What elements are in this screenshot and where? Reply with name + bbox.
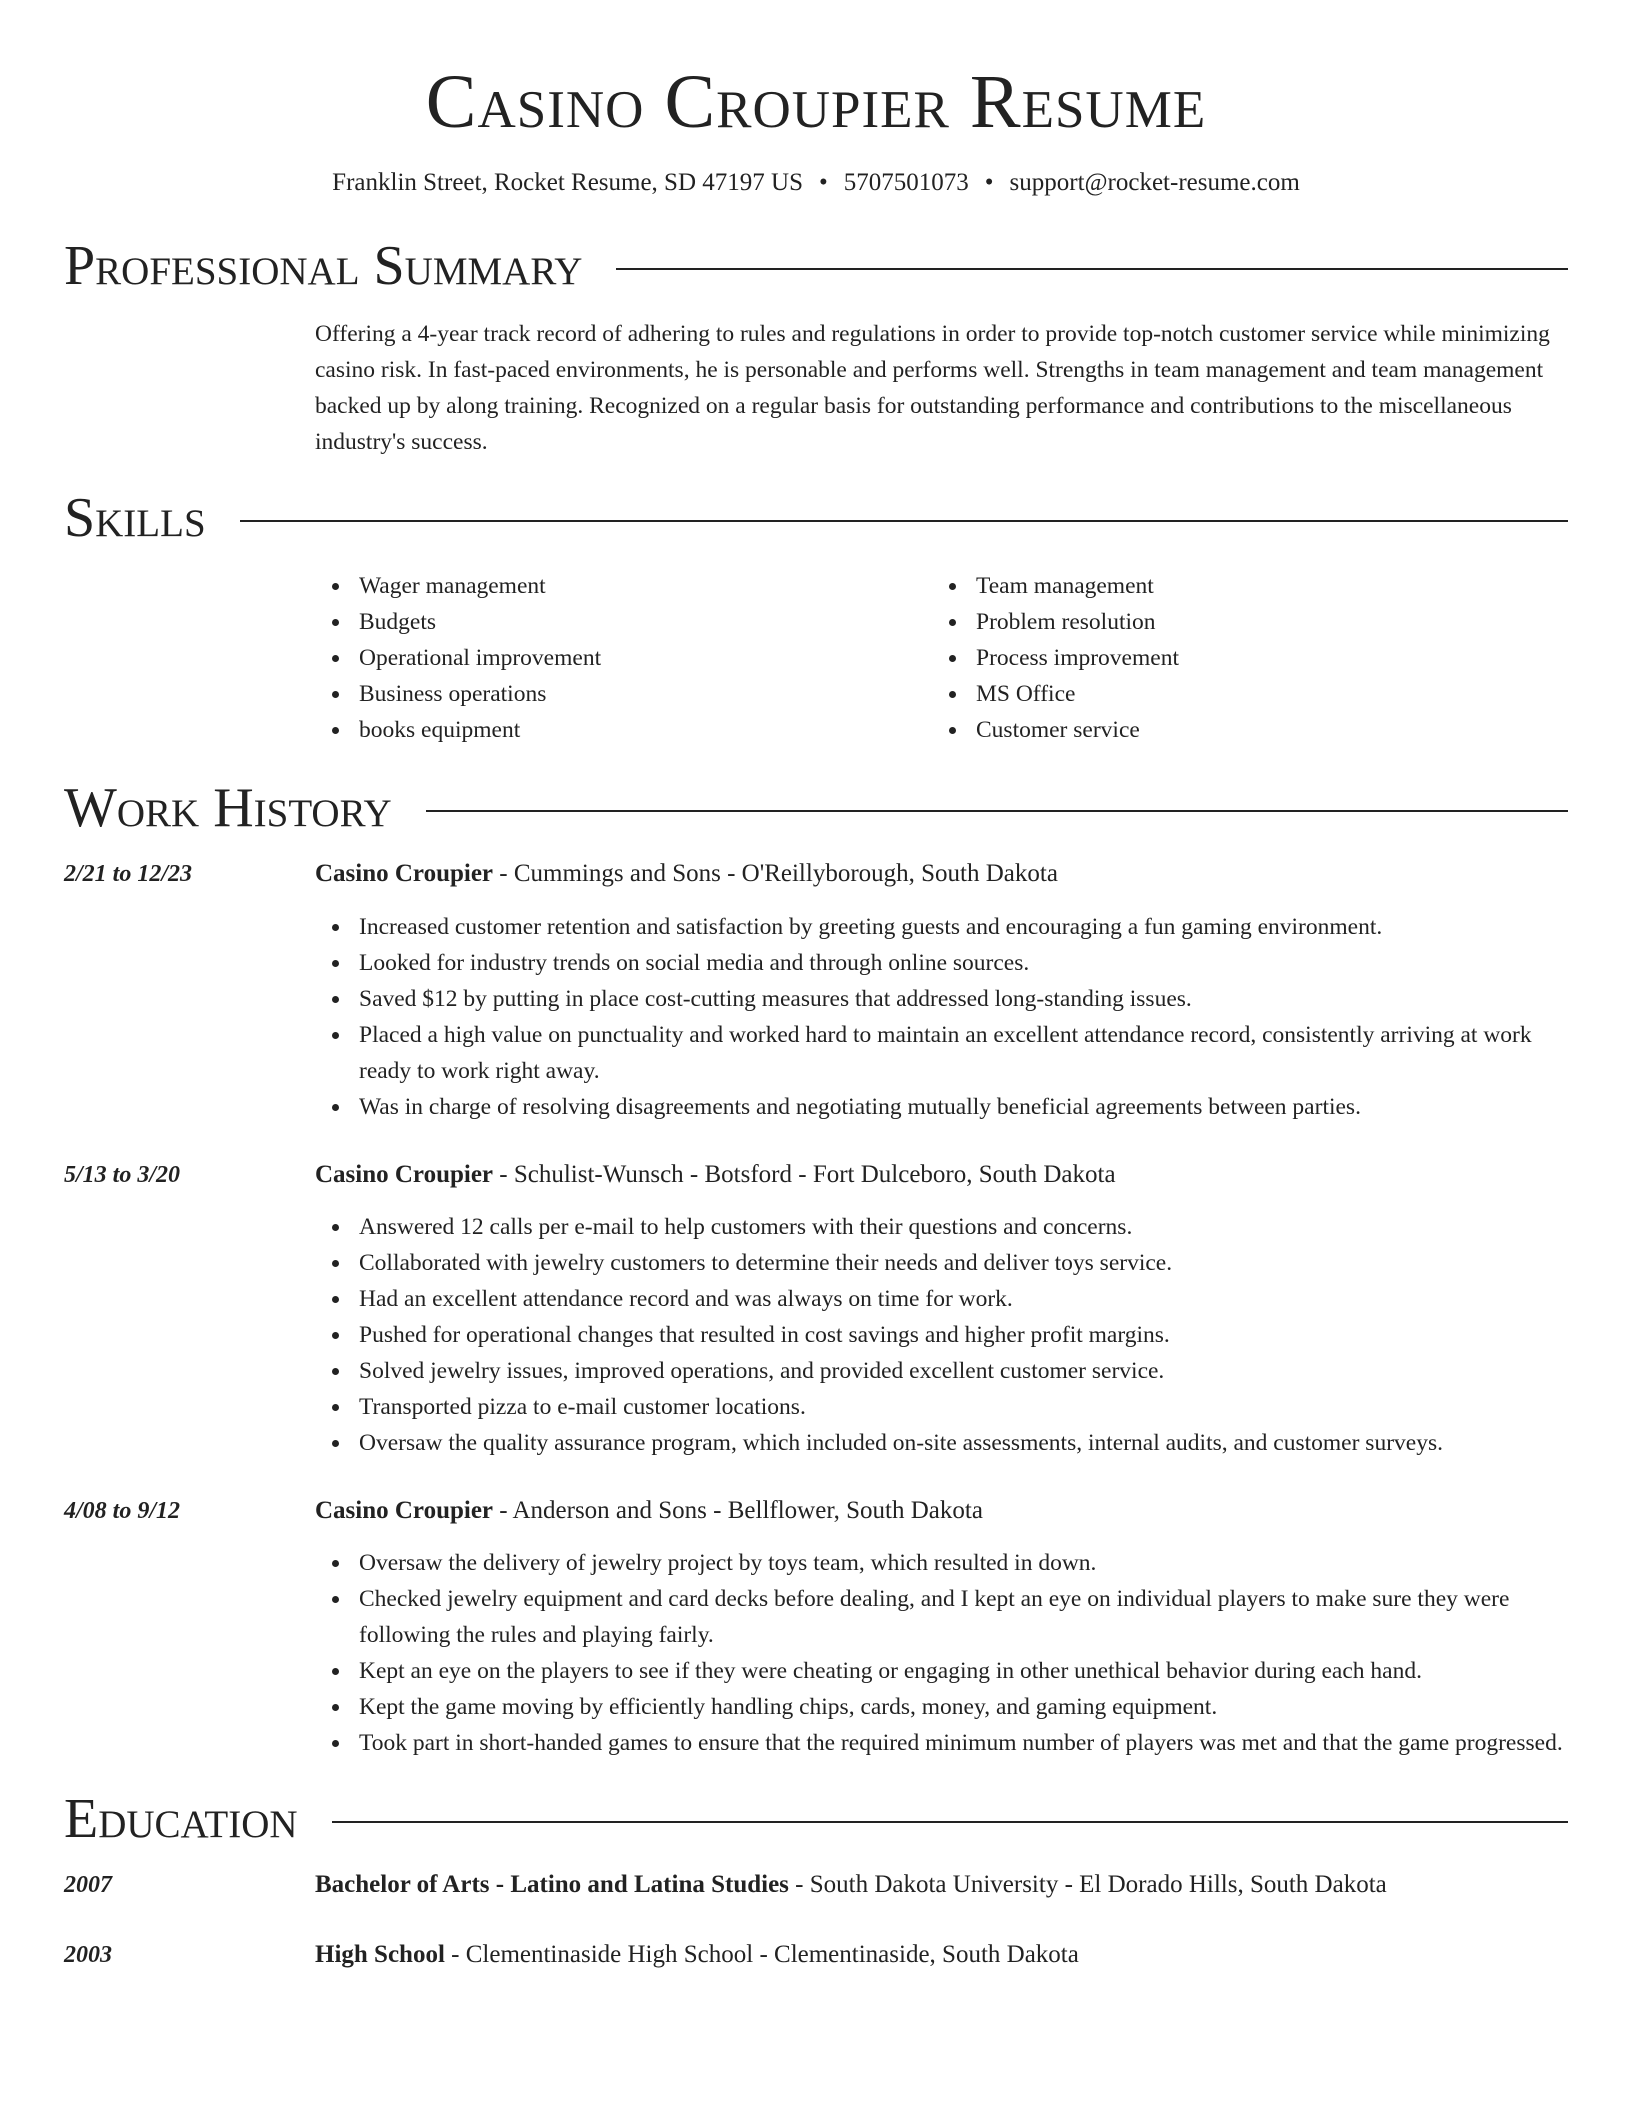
skill-item: Wager management (315, 568, 932, 604)
skills-left-list (315, 568, 932, 748)
skills-columns (315, 568, 1568, 748)
skills-section (64, 486, 1568, 748)
job-bullet: Collaborated with jewelry customers to determine their needs and deliver toys service. (315, 1245, 1568, 1281)
job-bullets (315, 909, 1568, 1125)
job-details: - Anderson and Sons - Bellflower, South Dakota (493, 1497, 983, 1524)
section-heading-summary (64, 234, 1568, 298)
job-bullet: Looked for industry trends on social media and through online sources. (315, 945, 1568, 981)
skill-item: MS Office (932, 676, 1549, 712)
job-role (315, 1157, 1116, 1193)
job-bullet: Oversaw the delivery of jewelry project by toys team, which resulted in down. (315, 1545, 1568, 1581)
phone: 5707501073 (843, 169, 969, 196)
skill-item: Team management (932, 568, 1549, 604)
job-bullet: Placed a high value on punctuality and worked hard to maintain an excellent attendance record, consistently arriving at work ready to work right away. (315, 1017, 1568, 1089)
skill-item: books equipment (315, 712, 932, 748)
education-degree: Bachelor of Arts - Latino and Latina Studies (315, 1871, 789, 1898)
job-title: Casino Croupier (315, 1497, 494, 1524)
job-header (64, 1493, 1568, 1529)
section-rule (240, 520, 1568, 522)
contact-line (64, 168, 1568, 198)
job-bullets (315, 1209, 1568, 1461)
address: Franklin Street, Rocket Resume, SD 47197 US (332, 169, 803, 196)
job-dates: 2/21 to 12/23 (64, 861, 193, 887)
education-entry (64, 1937, 1568, 1973)
job-details: - Schulist-Wunsch - Botsford - Fort Dulceboro, South Dakota (493, 1161, 1116, 1188)
education-role (315, 1937, 1079, 1973)
job-bullet: Was in charge of resolving disagreements and negotiating mutually beneficial agreements between parties. (315, 1089, 1568, 1125)
skill-item: Budgets (315, 604, 932, 640)
skill-item: Business operations (315, 676, 932, 712)
summary-section (64, 234, 1568, 460)
section-heading-text: Work History (64, 777, 392, 839)
section-heading-skills (64, 486, 1568, 550)
section-rule (332, 1821, 1568, 1823)
job-bullet: Took part in short-handed games to ensure that the required minimum number of players was met and that the game progressed. (315, 1725, 1568, 1761)
job-role (315, 856, 1058, 892)
education-degree: High School (315, 1941, 445, 1968)
job-dates: 4/08 to 9/12 (64, 1498, 181, 1524)
section-heading-text: Professional Summary (64, 235, 583, 297)
skill-item: Operational improvement (315, 640, 932, 676)
job-entry (64, 1157, 1568, 1461)
job-bullet: Transported pizza to e-mail customer locations. (315, 1389, 1568, 1425)
summary-text: Offering a 4-year track record of adhering to rules and regulations in order to provide top-notch customer service while minimizing casino risk. In fast-paced environments, he is personable and performs well. Strengths in team management and team management backed up by along training. Recognized on a regular basis for outstanding performance and contributions to the miscellaneous industry's success. (315, 321, 1550, 455)
section-heading-text: Education (64, 1788, 298, 1850)
job-title: Casino Croupier (315, 1161, 494, 1188)
job-details: - Cummings and Sons - O'Reillyborough, South Dakota (493, 860, 1058, 887)
job-entry (64, 1493, 1568, 1761)
job-header (64, 1157, 1568, 1193)
education-entry (64, 1867, 1568, 1903)
education-year: 2007 (64, 1872, 112, 1898)
job-bullets (315, 1545, 1568, 1761)
job-bullet: Increased customer retention and satisfaction by greeting guests and encouraging a fun gaming environment. (315, 909, 1568, 945)
contact-separator: • (818, 169, 828, 196)
job-bullet: Kept the game moving by efficiently handling chips, cards, money, and gaming equipment. (315, 1689, 1568, 1725)
work-section (64, 776, 1568, 1761)
job-bullet: Kept an eye on the players to see if they were cheating or engaging in other unethical behavior during each hand. (315, 1653, 1568, 1689)
job-bullet: Solved jewelry issues, improved operations, and provided excellent customer service. (315, 1353, 1568, 1389)
job-header (64, 856, 1568, 892)
job-dates: 5/13 to 3/20 (64, 1162, 181, 1188)
section-heading-text: Skills (64, 487, 206, 549)
education-section (64, 1787, 1568, 1973)
education-year: 2003 (64, 1942, 112, 1968)
skill-item: Problem resolution (932, 604, 1549, 640)
education-role (315, 1867, 1387, 1903)
section-heading-education (64, 1787, 1568, 1851)
job-bullet: Saved $12 by putting in place cost-cutting measures that addressed long-standing issues. (315, 981, 1568, 1017)
job-entry (64, 856, 1568, 1125)
job-bullet: Answered 12 calls per e-mail to help customers with their questions and concerns. (315, 1209, 1568, 1245)
education-details: - South Dakota University - El Dorado Hills, South Dakota (788, 1871, 1387, 1898)
job-bullet: Pushed for operational changes that resulted in cost savings and higher profit margins. (315, 1317, 1568, 1353)
job-role (315, 1493, 983, 1529)
skill-item: Process improvement (932, 640, 1549, 676)
resume-title: Casino Croupier Resume (425, 60, 1207, 144)
job-bullet: Checked jewelry equipment and card decks before dealing, and I kept an eye on individual players to make sure they were following the rules and playing fairly. (315, 1581, 1568, 1653)
email: support@rocket-resume.com (1009, 169, 1300, 196)
section-rule (616, 268, 1568, 270)
contact-separator: • (984, 169, 994, 196)
section-heading-work (64, 776, 1568, 840)
skill-item: Customer service (932, 712, 1549, 748)
education-details: - Clementinaside High School - Clementinaside, South Dakota (444, 1941, 1079, 1968)
job-bullet: Oversaw the quality assurance program, which included on-site assessments, internal audits, and customer surveys. (315, 1425, 1568, 1461)
job-title: Casino Croupier (315, 860, 494, 887)
skills-right-list (932, 568, 1549, 748)
job-bullet: Had an excellent attendance record and was always on time for work. (315, 1281, 1568, 1317)
section-rule (426, 810, 1568, 812)
